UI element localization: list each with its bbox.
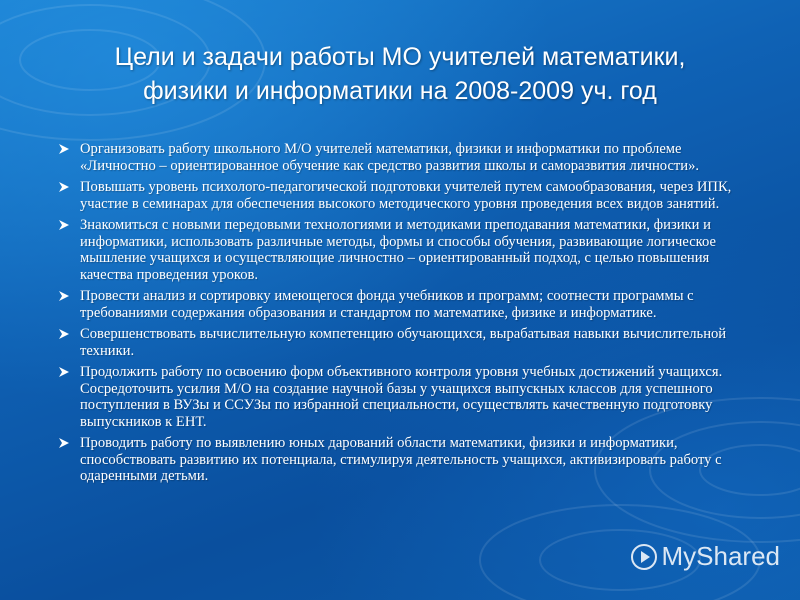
title-line-2: физики и информатики на 2008-2009 уч. год — [143, 77, 657, 105]
list-item — [58, 288, 748, 321]
bullet-text: Организовать работу школьного М/О учителей математики, физики и информатики по проблеме «Личностно – ориентированное обучение как средство развития школы и саморазвития личности». — [80, 141, 700, 174]
list-item — [58, 364, 748, 430]
watermark-text: MyShared — [661, 541, 780, 571]
bullet-text: Продолжить работу по освоению форм объективного контроля уровня учебных достижений учащихся. Сосредоточить усилия М/О на создание научной базы у учащихся выпускных классов для успешного поступления в ВУЗы и ССУЗы по избранной специальности, осуществлять качественную подготовку выпускников к ЕНТ. — [80, 364, 723, 430]
bullet-text: Совершенствовать вычислительную компетенцию обучающихся, вырабатывая навыки вычислительной техники. — [80, 326, 727, 359]
list-item — [58, 179, 748, 212]
arrow-bullet-icon — [58, 181, 70, 193]
list-item — [58, 326, 748, 359]
bullet-text: Провести анализ и сортировку имеющегося фонда учебников и программ; соотнести программы с требованиями содержания образования и стандартом по математике, физике и информатике. — [80, 288, 694, 321]
title-line-1: Цели и задачи работы МО учителей математики, — [114, 43, 686, 71]
arrow-bullet-icon — [58, 219, 70, 231]
list-item — [58, 435, 748, 485]
list-item — [58, 141, 748, 174]
bullet-text: Знакомиться с новыми передовыми технологиями и методиками преподавания математики, физики и информатики, использовать различные методы, формы и способы обучения, развивающие логическое мышление учащихся и осуществляющие личностно – ориентированный подход, с целью повышения качества проведения уроков. — [80, 217, 716, 283]
myshared-watermark — [630, 541, 781, 572]
arrow-bullet-icon — [58, 437, 70, 449]
arrow-bullet-icon — [58, 143, 70, 155]
arrow-bullet-icon — [58, 366, 70, 378]
play-icon — [630, 543, 658, 571]
arrow-bullet-icon — [58, 328, 70, 340]
slide-title — [40, 40, 760, 108]
bullet-text: Проводить работу по выявлению юных дарований области математики, физики и информатики, способствовать развитию их потенциала, стимулируя деятельность учащихся, активизировать работу с одаренными детьми. — [80, 435, 722, 484]
arrow-bullet-icon — [58, 290, 70, 302]
bullet-list — [58, 141, 748, 490]
bullet-text: Повышать уровень психолого-педагогической подготовки учителей путем самообразования, через ИПК, участие в семинарах для обеспечения высокого методического уровня проведения всех видов занятий. — [80, 179, 732, 212]
list-item — [58, 217, 748, 283]
